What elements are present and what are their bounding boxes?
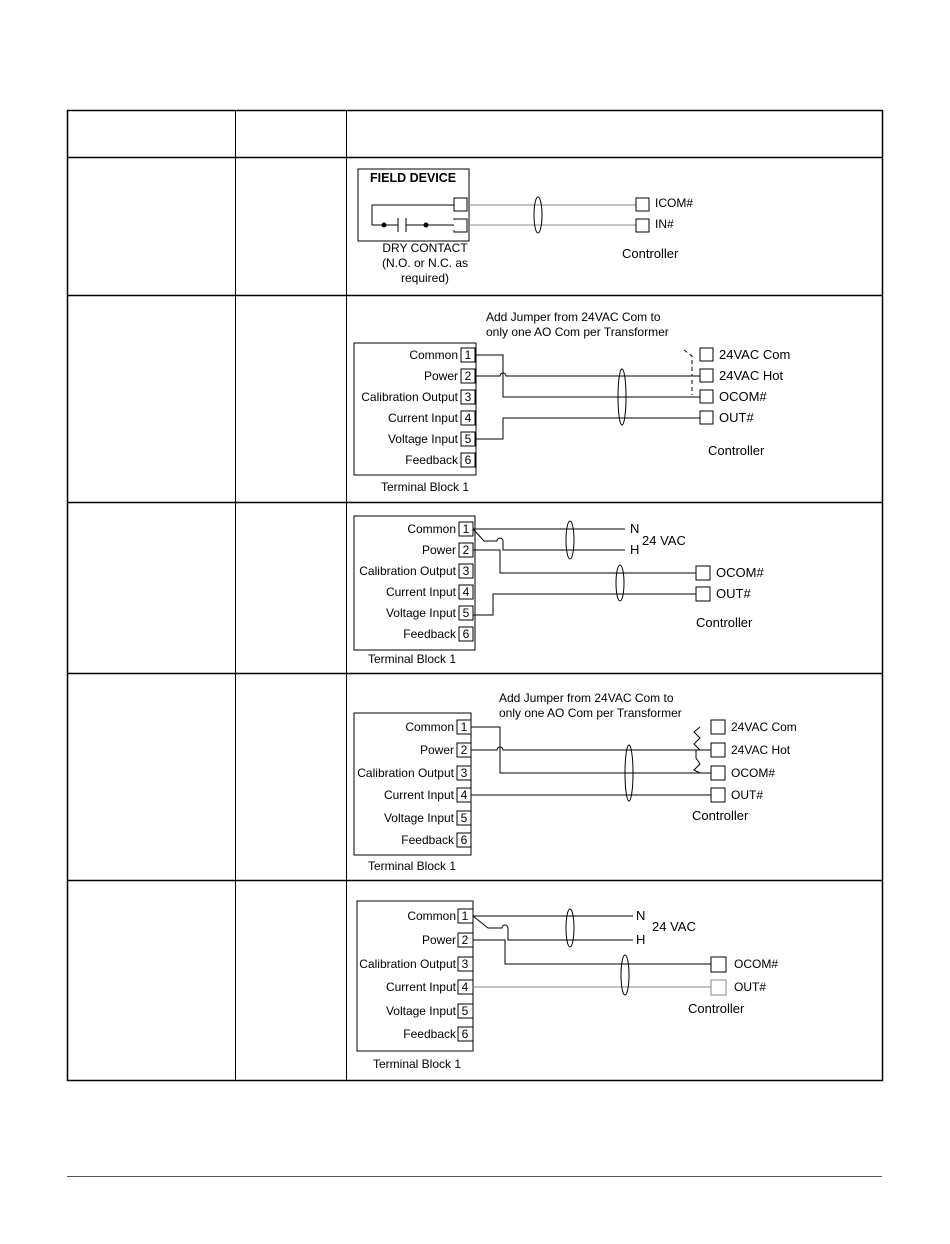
svg-text:Current Input: Current Input [383, 788, 454, 802]
svg-text:Voltage Input: Voltage Input [385, 606, 456, 620]
wiring [471, 727, 711, 801]
svg-text:Current Input: Current Input [387, 411, 458, 425]
jumper-note-line1: Add Jumper from 24VAC Com to [499, 691, 674, 705]
diagram-supply-b [350, 883, 880, 1078]
svg-text:Feedback: Feedback [403, 627, 456, 641]
svg-text:OCOM#: OCOM# [719, 389, 767, 404]
svg-text:3: 3 [464, 390, 472, 404]
terminal-label-in: IN# [655, 217, 674, 231]
svg-text:Voltage Input: Voltage Input [383, 811, 454, 825]
controller-label: Controller [696, 615, 753, 630]
dry-contact-line2: (N.O. or N.C. as [381, 256, 469, 270]
svg-text:Power: Power [421, 543, 456, 557]
svg-text:Common: Common [407, 522, 456, 536]
svg-text:24VAC Com: 24VAC Com [719, 347, 791, 362]
svg-text:5: 5 [461, 1004, 469, 1018]
svg-text:1: 1 [461, 909, 469, 923]
svg-text:Power: Power [421, 933, 456, 947]
svg-text:Common: Common [405, 720, 454, 734]
diagram-jumper-b [350, 676, 880, 878]
controller-terminal-in [636, 219, 649, 232]
svg-text:5: 5 [464, 432, 472, 446]
svg-text:Feedback: Feedback [401, 833, 454, 847]
terminal-numbers [458, 909, 473, 1041]
terminal-numbers [457, 720, 471, 847]
jumper-note-line1: Add Jumper from 24VAC Com to [486, 310, 661, 324]
svg-text:1: 1 [460, 720, 468, 734]
svg-text:3: 3 [461, 957, 469, 971]
svg-text:4: 4 [464, 411, 472, 425]
supply-label: 24 VAC [652, 919, 696, 934]
svg-text:5: 5 [460, 811, 468, 825]
diagram-dry-contact [350, 160, 880, 292]
controller-terminal-icom [636, 198, 649, 211]
svg-text:2: 2 [461, 933, 469, 947]
terminal-labels [359, 522, 457, 641]
svg-text:OCOM#: OCOM# [716, 565, 764, 580]
svg-text:Voltage Input: Voltage Input [385, 1004, 456, 1018]
controller-terminals [711, 957, 778, 995]
svg-text:2: 2 [460, 743, 468, 757]
supply-h: H [636, 932, 646, 947]
terminal-block-label: Terminal Block 1 [368, 652, 457, 666]
svg-text:Power: Power [423, 369, 458, 383]
supply-h: H [630, 542, 640, 557]
jumper-note-line2: only one AO Com per Transformer [499, 706, 682, 720]
controller-label: Controller [692, 808, 749, 823]
controller-label: Controller [688, 1001, 745, 1016]
svg-text:6: 6 [460, 833, 468, 847]
terminal-labels [359, 909, 457, 1041]
dry-contact-symbol [372, 218, 458, 232]
terminal-block-label: Terminal Block 1 [381, 480, 470, 494]
svg-text:Feedback: Feedback [403, 1027, 456, 1041]
footer-rule [67, 1176, 882, 1177]
terminal-block-label: Terminal Block 1 [373, 1057, 462, 1071]
terminal-numbers [459, 522, 473, 641]
terminal-numbers [461, 348, 475, 467]
dry-contact-line3: required) [400, 271, 450, 285]
supply-label: 24 VAC [642, 533, 686, 548]
svg-text:Current Input: Current Input [385, 585, 456, 599]
svg-text:1: 1 [462, 522, 470, 536]
svg-text:OUT#: OUT# [734, 980, 767, 994]
shield-ellipse [534, 197, 542, 233]
svg-text:3: 3 [460, 766, 468, 780]
device-terminal-1 [454, 198, 467, 211]
terminal-label-icom: ICOM# [655, 196, 694, 210]
svg-text:Calibration Output: Calibration Output [357, 766, 454, 780]
svg-text:Voltage Input: Voltage Input [387, 432, 458, 446]
terminal-labels [357, 720, 455, 847]
svg-text:OUT#: OUT# [719, 410, 754, 425]
svg-text:Power: Power [419, 743, 454, 757]
svg-text:Calibration Output: Calibration Output [361, 390, 458, 404]
svg-text:24VAC Hot: 24VAC Hot [719, 368, 784, 383]
dry-contact-line1: DRY CONTACT [382, 241, 468, 255]
controller-label: Controller [708, 443, 765, 458]
wiring [475, 350, 700, 439]
svg-text:Common: Common [409, 348, 458, 362]
diagram-supply-a [350, 505, 880, 670]
jumper-note-line2: only one AO Com per Transformer [486, 325, 669, 339]
svg-text:Calibration Output: Calibration Output [359, 957, 456, 971]
diagram-jumper-a [350, 300, 880, 500]
svg-text:6: 6 [462, 627, 470, 641]
svg-text:5: 5 [462, 606, 470, 620]
supply-n: N [636, 908, 646, 923]
svg-text:1: 1 [464, 348, 472, 362]
svg-text:4: 4 [462, 585, 470, 599]
svg-text:4: 4 [460, 788, 468, 802]
controller-terminals [711, 720, 797, 802]
svg-text:OCOM#: OCOM# [734, 957, 779, 971]
terminal-block-label: Terminal Block 1 [368, 859, 457, 873]
controller-terminals [696, 565, 764, 601]
svg-text:24VAC Com: 24VAC Com [731, 720, 797, 734]
svg-text:Current Input: Current Input [385, 980, 456, 994]
svg-text:Common: Common [407, 909, 456, 923]
svg-text:3: 3 [462, 564, 470, 578]
svg-text:OUT#: OUT# [716, 586, 751, 601]
svg-text:Feedback: Feedback [405, 453, 458, 467]
svg-text:OUT#: OUT# [731, 788, 764, 802]
supply-n: N [630, 521, 640, 536]
controller-terminals [700, 347, 790, 425]
svg-text:6: 6 [461, 1027, 469, 1041]
field-device-title: FIELD DEVICE [370, 171, 457, 185]
controller-label: Controller [622, 246, 679, 261]
svg-text:OCOM#: OCOM# [731, 766, 776, 780]
svg-text:6: 6 [464, 453, 472, 467]
svg-text:Calibration Output: Calibration Output [359, 564, 456, 578]
svg-text:2: 2 [462, 543, 470, 557]
svg-text:24VAC Hot: 24VAC Hot [731, 743, 791, 757]
svg-text:2: 2 [464, 369, 472, 383]
svg-text:4: 4 [461, 980, 469, 994]
terminal-labels [361, 348, 459, 467]
